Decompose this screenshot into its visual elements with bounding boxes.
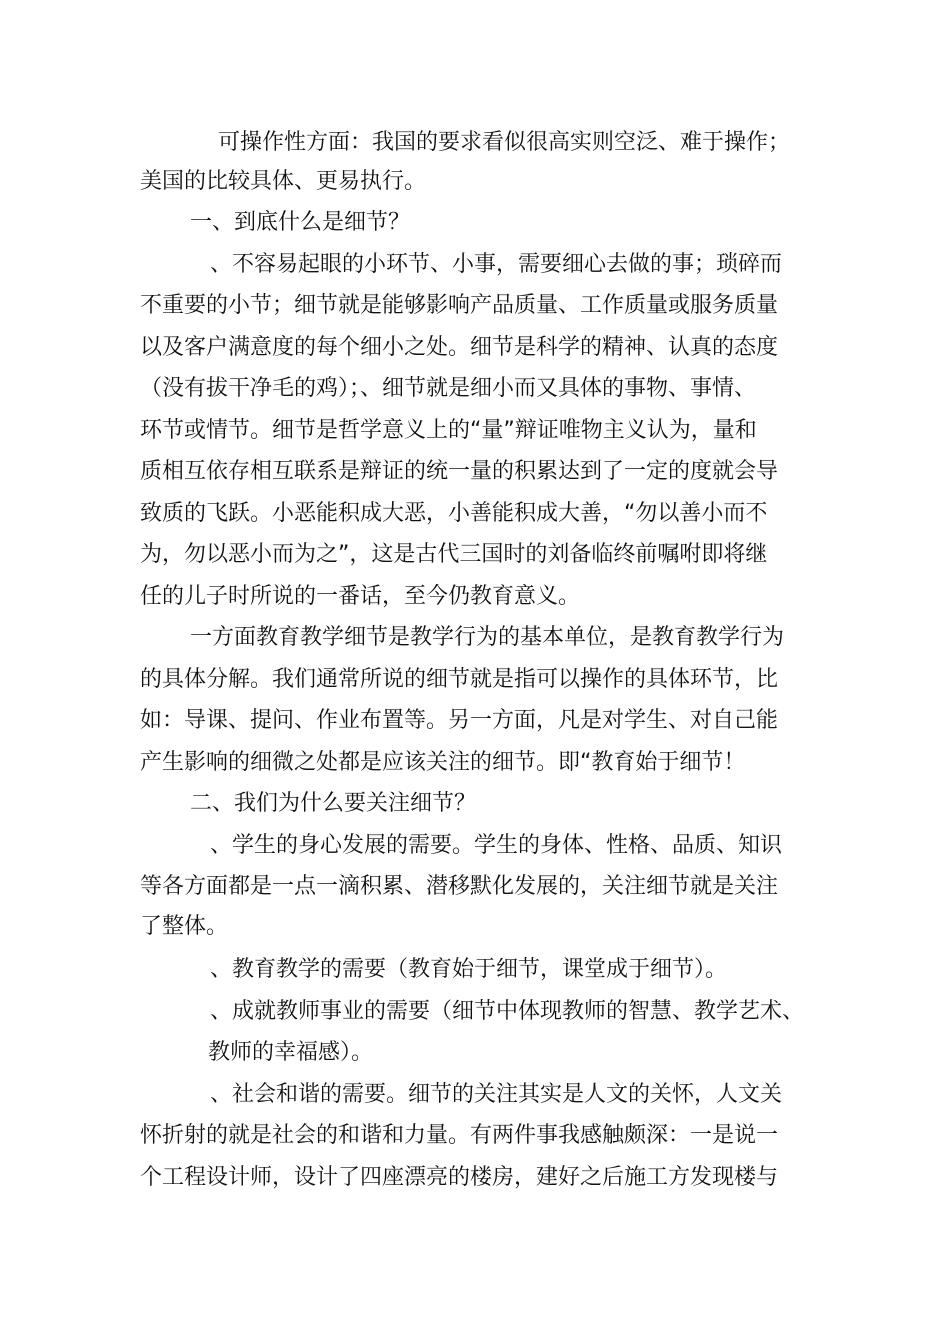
section-heading-1: 一、到底什么是细节？ [190, 210, 411, 235]
body-line-9: 致质的飞跃。小恶能积成大恶，小善能积成大善，“勿以善小而不 [140, 501, 768, 526]
body-line-14: 如：导课、提问、作业布置等。另一方面，凡是对学生、对自己能 [140, 708, 779, 733]
body-line-13: 的具体分解。我们通常所说的细节就是指可以操作的具体环节，比 [140, 667, 779, 692]
body-line-10: 为，勿以恶小而为之”，这是古代三国时的刘备临终前嘱咐即将继 [140, 542, 768, 567]
body-line-7: 环节或情节。细节是哲学意义上的“量”辩证唯物主义认为，量和 [140, 418, 757, 443]
body-line-15: 产生影响的细微之处都是应该关注的细节。即“教育始于细节！ [140, 750, 746, 775]
body-line-23: 怀折射的就是社会的和谐和力量。有两件事我感触颇深：一是说一 [140, 1123, 779, 1148]
body-line-22: 、社会和谐的需要。细节的关注其实是人文的关怀，人文关 [210, 1082, 783, 1107]
body-line-3: 、不容易起眼的小环节、小事，需要细心去做的事；琐碎而 [210, 252, 783, 277]
body-line-20: 、成就教师事业的需要（细节中体现教师的智慧、教学艺术、 [210, 999, 805, 1024]
body-line-1: 可操作性方面：我国的要求看似很高实则空泛、难于操作； [218, 130, 791, 155]
body-line-12: 一方面教育教学细节是教学行为的基本单位，是教育教学行为 [190, 625, 785, 650]
body-line-17: 等各方面都是一点一滴积累、潜移默化发展的，关注细节就是关注 [140, 874, 779, 899]
body-line-19: 、教育教学的需要（教育始于细节，课堂成于细节）。 [210, 957, 728, 982]
body-line-5: 以及客户满意度的每个细小之处。细节是科学的精神、认真的态度 [140, 335, 779, 360]
body-line-11: 任的儿子时所说的一番话，至今仍教育意义。 [140, 584, 581, 609]
body-line-2: 美国的比较具体、更易执行。 [140, 169, 427, 194]
body-line-6: （没有拔干净毛的鸡）；、细节就是细小而又具体的事物、事情、 [140, 376, 757, 401]
body-line-21: 教师的幸福感）。 [208, 1040, 374, 1065]
body-line-24: 个工程设计师，设计了四座漂亮的楼房，建好之后施工方发现楼与 [140, 1165, 779, 1190]
body-line-4: 不重要的小节；细节就是能够影响产品质量、工作质量或服务质量 [140, 293, 779, 318]
section-heading-2: 二、我们为什么要关注细节？ [190, 791, 477, 816]
body-line-18: 了整体。 [140, 914, 229, 939]
body-line-8: 质相互依存相互联系是辩证的统一量的积累达到了一定的度就会导 [140, 459, 779, 484]
body-line-16: 、学生的身心发展的需要。学生的身体、性格、品质、知识 [210, 833, 783, 858]
